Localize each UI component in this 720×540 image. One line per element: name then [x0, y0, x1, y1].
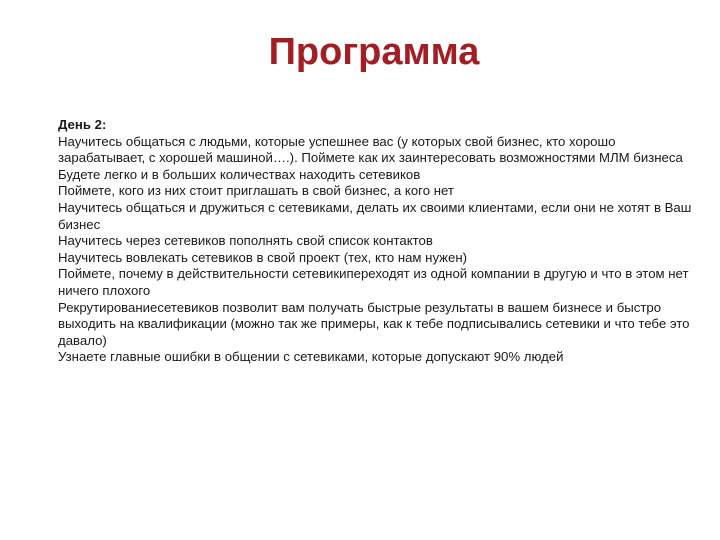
program-item: Рекрутированиесетевиков позволит вам получать быстрые результаты в вашем бизнесе и быстро выходить на квалификации (можно так же примеры, как к тебе подписывались сетевики и что тебе это давало) [58, 299, 690, 348]
program-item: Научитесь вовлекать сетевиков в свой проект (тех, кто нам нужен) [58, 249, 468, 265]
day-heading: День 2: [58, 117, 107, 132]
program-item: Научитесь общаться и дружиться с сетевиками, делать их своими клиентами, если они не хотят в Ваш бизнес [58, 199, 692, 232]
program-item: Научитесь общаться с людьми, которые успешнее вас (у которых свой бизнес, кто хорошо зарабатывает, с хорошей машиной….). Поймете как их заинтересовать возможностями МЛМ бизнеса [58, 133, 683, 166]
program-item: Будете легко и в больших количествах находить сетевиков [58, 166, 421, 182]
program-item: Поймете, почему в действительности сетевикипереходят из одной компании в другую и что в этом нет ничего плохого [58, 266, 689, 298]
program-item: Научитесь через сетевиков пополнять свой список контактов [58, 233, 433, 249]
program-item: Узнаете главные ошибки в общении с сетевиками, которые допускают 90% людей [58, 349, 564, 365]
slide-title: Программа [268, 31, 480, 73]
program-item: Поймете, кого из них стоит приглашать в свой бизнес, а кого нет [58, 183, 454, 199]
slide-content [58, 117, 698, 366]
